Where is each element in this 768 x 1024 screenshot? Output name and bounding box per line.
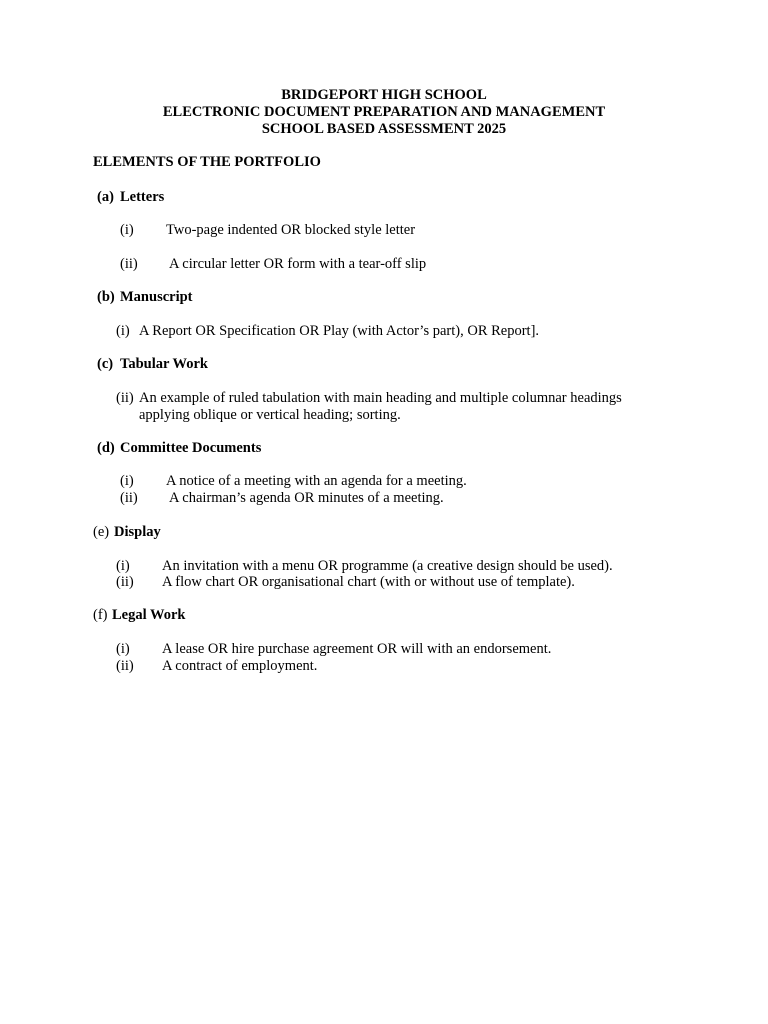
item-text: A Report OR Specification OR Play (with Actor’s part), OR Report]. [139, 323, 540, 339]
section-d-title: Committee Documents [120, 440, 262, 456]
course-title: ELECTRONIC DOCUMENT PREPARATION AND MANAGEMENT [162, 104, 606, 120]
item-number: (ii) [120, 256, 138, 272]
section-a-label: (a) [97, 189, 114, 205]
item-number: (i) [120, 473, 134, 489]
item-text: A contract of employment. [162, 658, 318, 674]
item-number: (i) [116, 323, 130, 339]
item-number: (ii) [120, 490, 138, 506]
item-text: A circular letter OR form with a tear-off slip [169, 256, 427, 272]
item-number: (i) [116, 641, 130, 657]
item-text: An invitation with a menu OR programme (a creative design should be used). [162, 558, 613, 574]
item-number: (ii) [116, 658, 134, 674]
section-b-title: Manuscript [120, 289, 193, 305]
item-text: A notice of a meeting with an agenda for a meeting. [166, 473, 467, 489]
section-d-label: (d) [97, 440, 115, 456]
section-f-title: Legal Work [112, 607, 186, 623]
section-e-title: Display [114, 524, 161, 540]
item-number: (i) [116, 558, 130, 574]
item-text-continued: applying oblique or vertical heading; sorting. [139, 407, 401, 423]
item-text: Two-page indented OR blocked style letter [166, 222, 416, 238]
section-e-label: (e) [93, 524, 110, 540]
assessment-title: SCHOOL BASED ASSESSMENT 2025 [261, 121, 507, 137]
portfolio-heading: ELEMENTS OF THE PORTFOLIO [93, 154, 321, 170]
section-a-title: Letters [120, 189, 165, 205]
school-name: BRIDGEPORT HIGH SCHOOL [281, 87, 487, 103]
item-text: A chairman’s agenda OR minutes of a meeting. [169, 490, 444, 506]
section-b-label: (b) [97, 289, 115, 305]
item-number: (i) [120, 222, 134, 238]
item-text: An example of ruled tabulation with main heading and multiple columnar headings [139, 390, 622, 406]
section-f-label: (f) [93, 607, 108, 623]
item-number: (ii) [116, 390, 134, 406]
section-c-label: (c) [97, 356, 114, 372]
item-number: (ii) [116, 574, 134, 590]
item-text: A flow chart OR organisational chart (with or without use of template). [162, 574, 575, 590]
section-c-title: Tabular Work [120, 356, 208, 372]
item-text: A lease OR hire purchase agreement OR will with an endorsement. [162, 641, 552, 657]
